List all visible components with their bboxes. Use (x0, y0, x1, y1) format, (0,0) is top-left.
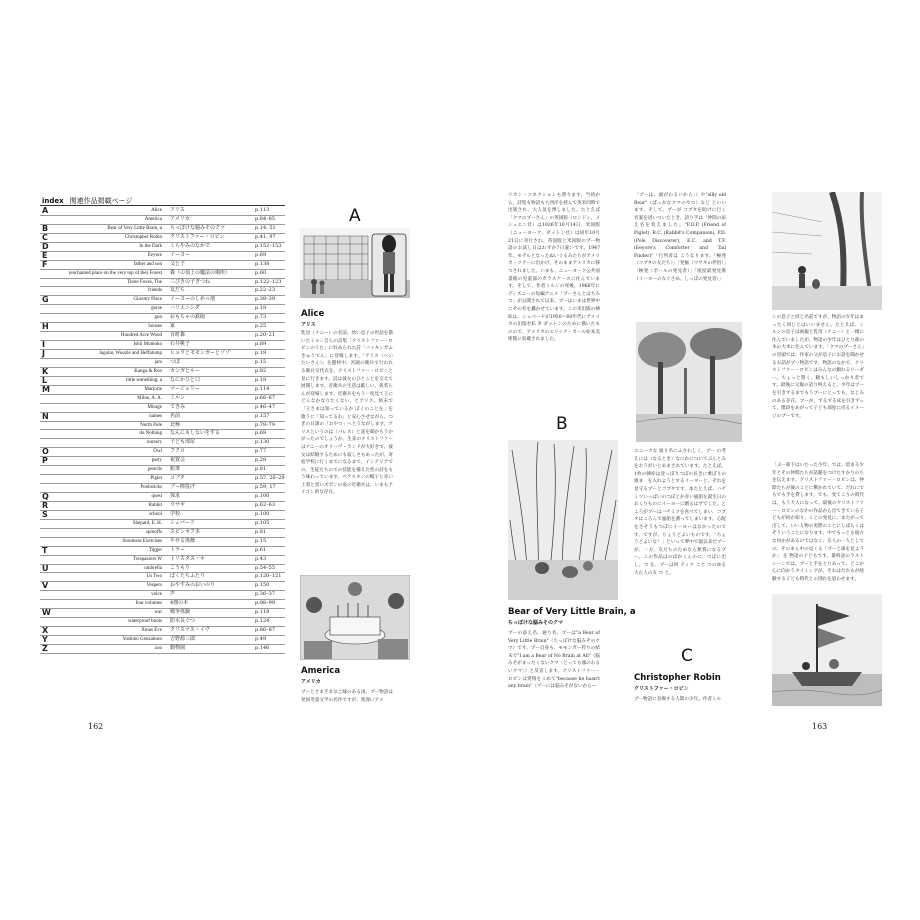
index-term-ja: アメリカ (170, 215, 190, 222)
index-label: index (42, 197, 64, 205)
index-row (40, 627, 285, 636)
index-page-ref: p.69 (255, 251, 267, 258)
index-row (40, 529, 285, 538)
index-term-ja: 吉野源三郎 (170, 636, 196, 642)
index-term-ja: 名前 (170, 412, 181, 419)
index-page-ref: p.22–23 (255, 287, 276, 294)
index-letter: N (42, 411, 49, 421)
index-letter: K (42, 366, 49, 376)
index-row (40, 252, 285, 261)
index-term-en: little something, a (126, 377, 162, 383)
index-term-ja: なにかひと口 (170, 376, 201, 383)
index-row (40, 493, 285, 502)
index-page-ref: p.18 (255, 376, 267, 383)
index-row (40, 279, 285, 288)
entry-subtitle-christopher: クリストファー・ロビン (634, 686, 689, 692)
index-term-ja: フクロ (170, 448, 185, 455)
index-term-ja: つぼ (170, 358, 181, 365)
index-row (40, 511, 285, 520)
index-row (40, 377, 285, 386)
entry-body-america: プーとさまざまなご縁のある国。プー物語は発国児童文学の名作ですが、奥深いアメ (301, 690, 393, 703)
index-letter: D (42, 241, 49, 251)
index-term-ja: アリス (170, 207, 185, 213)
index-term-ja: スピンオフ本 (170, 528, 200, 535)
index-term-en: jars (154, 359, 162, 365)
index-letter: S (42, 509, 48, 519)
index-title: 関連作品掲載ページ (69, 197, 133, 205)
index-term-ja: 森（の頂上の魔法の場所） (170, 269, 231, 276)
index-letter: Y (42, 635, 48, 644)
index-page-ref: p.57, 26–29 (255, 475, 285, 482)
entry-subtitle-alice: アリス (301, 322, 316, 328)
entry-body-christopher: プー物語に登場する人間の少年。作者ミル (634, 697, 722, 702)
entry-body-alice: 乳母（ナニー）の名前。幼い息子の世話を描いたミルン自らの詩集「クリストファー・ロビンのうた」に収められた詩「バッキンガムきゅうでん」に登場します。「アリス（へいたいさん）」を題材中、宮殿の衛兵で行われる衛兵交代式を、クリストファー・ロビンと見に行きます。詩は彼女のひとことを交えて展開します。近衛兵の生活は厳しい。仮装らんが登場します。近衛兵をもう一度見て王にどんなかなりたくない、とアリス。結末で「王さまは知っているか ぼくのことを」を歌うに「知ってるわ」と安心させながら、つぎの日課の「おやつ」へとうながします。アリスというのは（パレス）と話を聞かもうかがったのでしょうか。生来のクリストファーはナニーのオリーヴ・ランドが大好きで、彼女は結婚するためにも寂しさもあったが、寄宿学校に行くまでになるまで、インテリアでの、生徒たちのでの技能を備えた性の詩をもう味わっています。ベアスキンの帽子と赤い上着と黒いズボンの姿の近衛兵は、いまもアイコン的な存在。 (301, 331, 393, 496)
index-page-ref: p.105 (255, 519, 270, 526)
index-letter: A (42, 206, 49, 215)
index-row (40, 386, 285, 395)
index-row (40, 323, 285, 332)
index-page-ref: p.78–79 (255, 421, 276, 428)
index-row (40, 430, 285, 439)
index-term-en: gorse (151, 306, 162, 312)
index-term-en: Poohsticks (140, 485, 162, 491)
index-term-en: Trespassers W (132, 556, 162, 562)
index-page-ref: p.38–39 (255, 296, 276, 303)
index-term-ja: てきみ (170, 403, 186, 410)
index-row (40, 314, 285, 323)
wood-illustration (772, 192, 882, 310)
index-term-ja: 三びきの子ぎつね (170, 278, 211, 285)
index-term-ja: カンガとルー (170, 367, 201, 374)
index-row (40, 270, 285, 279)
index-term-en: nursery (147, 440, 162, 446)
index-row (40, 573, 285, 582)
index-row (40, 556, 285, 565)
index-term-en: quest (151, 494, 162, 499)
index-row (40, 439, 285, 448)
index-term-en: Xmas Eve (141, 628, 162, 634)
index-term-ja: ヒョウとモモンガーとゾゾ (170, 350, 231, 356)
index-page-ref: p.20–21 (255, 332, 276, 339)
index-term-ja: コブタ (170, 475, 185, 482)
index-letter: P (42, 456, 48, 466)
index-term-en: Stoutness Exercises (122, 538, 162, 544)
index-row (40, 636, 285, 645)
index-page-ref: p.66–67 (255, 394, 276, 401)
index-letter: M (42, 384, 50, 394)
index-page-ref: p.118 (255, 609, 270, 616)
index-term-en: America (144, 216, 162, 222)
index-term-en: Tigger (148, 547, 162, 553)
index-page-ref: p.14, 51 (255, 224, 276, 231)
index-letter: B (42, 223, 49, 233)
index-letter: O (42, 447, 49, 457)
index-page-ref: p.69 (255, 430, 267, 437)
index-term-en: four volumes (135, 601, 162, 607)
index-term-en: zoo (154, 645, 162, 651)
index-page-ref: p.152–153 (255, 242, 282, 249)
index-letter: X (42, 626, 49, 636)
entry-body-bear-cont: 「プーは、頭がわるいから」）や"silly old Bear"（ばっかなクマのやつ）など といいます。そして、プーが コブタを助けに行く名案を思いついたとき、語り手は「仲間の添え名を変えました。"F.O.P. (Friend of Piglet), R.C. (Rabbit's Companion), P.D. (Pole Discoverer), E.C. and T.F. (Eeyore's Comforter and Tail Finder)"「行列者は こうなります。「極発（コブタの友だち）」「発掘（ウサギの伴侶）」「極発（ポールの発見者）」「尾屋最発見係（イーヨーのなぐさめ、しっぽの発見者）」 (634, 193, 726, 282)
index-term-en: North Pole (140, 422, 162, 428)
index-letter: V (42, 581, 49, 591)
index-page-ref: p.100 (255, 493, 270, 499)
index-term-ja: 探求 (170, 493, 181, 499)
index-letter: L (42, 375, 48, 385)
index-term-en: Us Two (146, 574, 162, 580)
index-page-ref: p.62–63 (255, 501, 276, 508)
index-term-ja: トリスタス・キ (170, 555, 205, 562)
index-page-ref: p.113 (255, 207, 270, 213)
index-term-en: Christopher Robin (124, 234, 162, 240)
index-term-en: Bear of Very Little Brain, a (107, 225, 162, 231)
index-term-en: waterproof boots (127, 619, 162, 625)
index-row (40, 243, 285, 252)
entry-subtitle-america: アメリカ (301, 679, 321, 685)
index-page-ref: p.28 (255, 457, 267, 464)
entry-body-christopher-more: 「ぶー部下はいたった少年」では、留まる少年とその仲間たちが話題をつけたすかりのちを伝えます。クリストファー・ロビンは、仲間たちが彼のことに驚かれていて、だれにでもでも手を貸します。でも、変てこりの時代は、もう大人になって。最後のクリストファー・ロビンのなかの作品から出てきている子どもが何か知り、ことの発見に、またがって出して、いい人物の実際のことにしばらくはそういうことになります。中でもっとも彼方な何かがあるのではなく、友人の一人としての。そのまん中の見くる「プーと森を見ようか」 を 物語の子どもです。最終話のラストシーンでは、プーと手をとりあって、どこか心に向かうタイミングが。それはだれもが経験する子ども時代との別れを思わせます。 (772, 463, 864, 582)
index-term-en: Gloomy Place (133, 297, 162, 303)
index-row (40, 538, 285, 547)
index-term-ja: イーヨーのしめっ地 (170, 296, 215, 303)
index-row (40, 448, 285, 457)
index-row (40, 207, 285, 216)
index-page-ref: p.54–55 (255, 564, 276, 571)
index-row (40, 466, 285, 475)
index-term-ja: 祝賀会 (170, 457, 186, 464)
boat-illustration (772, 594, 882, 706)
index-term-en: friends (148, 288, 162, 294)
entry-body-christopher-cont: ンの息子と同じ名前ですが、物語の少年はまったく同じとはいいません。たとえば、くルンの息子は両親と乳母（ナニー）と一緒に住んでいましたが、物語の少年はひとり森の木の大木に住んでいます。「クマのプーさん」の冒頭では、作家の父が息子にお話を聞かせるお話がプー物語です。物語のなかで、クリストファー・ロビンはみんなの頼れるリーダー。ちょっと賢く、頼もしいしっかり者です。最後に父親の語り終えると、少年はプーを引きずるまでもうプーにとっても、なじみのある存在。プーが、ずるずる床を引きずって、階段をあがって子ども部屋に戻るイメージのプーです。 (772, 315, 864, 419)
index-term-ja: プー棒投げ (170, 484, 195, 491)
entry-title-america: America (301, 666, 341, 676)
index-term-en: do Nothing (139, 431, 162, 437)
index-letter: T (42, 545, 48, 555)
index-row (40, 520, 285, 529)
index-row (40, 422, 285, 431)
index-row (40, 457, 285, 466)
index-page-ref: p.61 (255, 546, 267, 553)
index-page-ref: p.15 (255, 537, 267, 544)
index-letter: J (42, 349, 45, 358)
index-term-en: spinoffs (145, 529, 162, 535)
index-term-en: Ishii Momoko (133, 342, 162, 348)
index-letter: Z (42, 643, 48, 653)
index-row (40, 591, 285, 600)
index-row (40, 600, 285, 609)
index-page-ref: p.15 (255, 358, 267, 365)
index-term-ja: やせる体操 (170, 537, 196, 544)
section-letter-c: C (681, 646, 693, 666)
index-term-ja: 4冊の本 (170, 600, 189, 607)
index-page-ref: p.130 (255, 439, 270, 446)
index-term-en: pencils (147, 467, 162, 473)
index-row (40, 618, 285, 627)
index-page-ref: p.60 (255, 269, 267, 276)
index-term-en: gun (154, 315, 162, 321)
entry-title-bear: Bear of Very Little Brain, a (508, 607, 636, 617)
index-term-ja: 声 (170, 591, 176, 598)
index-list (40, 207, 285, 654)
index-term-en: Marjorie (144, 386, 162, 392)
index-page-ref: p.100 (255, 510, 270, 517)
index-term-ja: イーヨー (170, 251, 191, 258)
alice-illustration (300, 228, 410, 298)
index-term-ja: 百町森 (170, 332, 186, 339)
page-number-left: 162 (88, 722, 104, 731)
index-page-ref: p.157 (255, 412, 270, 419)
index-page-ref: p.43 (255, 555, 267, 562)
index-row (40, 395, 285, 404)
index-term-en: Yoshino Genzaburo (122, 637, 162, 642)
index-row (40, 359, 285, 368)
index-term-en: Owl (153, 449, 162, 455)
index-page-ref: p.36–37 (255, 591, 276, 598)
index-row (40, 404, 285, 413)
index-term-ja: こうもり (170, 564, 191, 571)
index-term-ja: 石井桃子 (170, 341, 191, 348)
index-row (40, 484, 285, 493)
index-term-ja: 動物園 (170, 644, 186, 651)
bear-illustration (508, 440, 618, 600)
entry-subtitle-bear: ちっぽけな脳みそのクマ (508, 620, 564, 626)
index-term-en: Vespers (146, 583, 162, 589)
entry-title-alice: Alice (301, 309, 325, 319)
index-row (40, 234, 285, 243)
index-term-en: father and son (133, 261, 162, 267)
index-row (40, 582, 285, 591)
index-page-ref: p.46–47 (255, 403, 276, 410)
index-term-en: Piglet (150, 476, 162, 482)
index-row (40, 413, 285, 422)
index-row (40, 296, 285, 305)
index-term-en: houses (148, 324, 162, 330)
index-row (40, 350, 285, 359)
index-row (40, 645, 285, 654)
index-term-ja: シェパード (170, 519, 195, 526)
index-row (40, 341, 285, 350)
index-term-en: Three Foxes, The (126, 279, 162, 285)
index-letter: W (42, 608, 51, 618)
section-letter-a: A (349, 206, 361, 226)
index-term-ja: ハリエニシダ (170, 305, 200, 312)
index-term-ja: 鉛筆 (170, 466, 181, 473)
index-term-ja: マージョリー (170, 385, 200, 392)
index-page-ref: p.59, 17 (255, 484, 276, 491)
index-term-ja: 子ども部屋 (170, 439, 196, 446)
index-term-en: party (151, 458, 162, 464)
index-term-ja: 友だち (170, 287, 186, 294)
index-term-ja: 学校 (170, 510, 181, 517)
index-term-ja: くらやみのなかで (170, 242, 211, 249)
index-term-en: voice (151, 592, 162, 598)
index-term-en: Jagular, Woozle and Heffalump (98, 351, 162, 356)
index-page-ref: p.98–99 (255, 600, 276, 607)
index-page-ref: p.114 (255, 385, 270, 392)
index-letter: U (42, 563, 49, 573)
index-term-en: school (148, 511, 162, 517)
index-term-en: Hundred Acre Wood (120, 333, 162, 339)
index-row (40, 565, 285, 574)
index-term-ja: ぼくたちふたり (170, 573, 206, 580)
index-term-ja: 家 (170, 323, 176, 330)
index-term-en: umbrella (144, 565, 162, 571)
index-letter: H (42, 322, 49, 332)
index-letter: F (42, 259, 48, 269)
index-row (40, 502, 285, 511)
index-term-en: In the Dark (139, 243, 162, 249)
index-term-ja: クリスマス・イヴ (170, 627, 210, 634)
index-row (40, 475, 285, 484)
index-page-ref: p.86–87 (255, 627, 276, 634)
index-letter: C (42, 232, 48, 242)
index-page-ref: p.73 (255, 314, 267, 321)
index-letter: Q (42, 492, 49, 501)
entry-body-america-cont: リカン・コネクションも潜ります。当初から、詩集も物語も大西洋を挟んで英米同時で出版され、大人気を博しました。たとえば「クマのプーさん」の英国版（ロンドン、メシュエン社）は1926年10月14日、米国版（ニューヨーク、ダットン社）は同年10月21日に刊行され、英国版と米国版のプー物語のお試し日はわずか7日違いです。1947年、モデルとなったぬいぐるみたちがアメリカ・ツアーに出かけ、そのままアメリカに移つされました。いまも、ニューヨーク公共図書館の児童部のガラスケースに住んでいます。そして、作者ミルンの死後、1966年にディズニーの短編アニメ「プーさんとはちみつ」が公開されて以来、プーはいまは世界中にその名を轟かせています。この米出版の挿絵は、シェパードが1950〜60年代にアメリカの出版社E. P. ダットンのために描いたものので、アメリカのエリック・カール絵本美術館に収蔵されました。 (508, 193, 600, 343)
index-row (40, 225, 285, 234)
index-row (40, 547, 285, 556)
section-letter-b: B (556, 414, 568, 434)
index-term-ja: ウサギ (170, 501, 186, 508)
index-page-ref: p.25 (255, 323, 267, 330)
index-page-ref: p.19 (255, 350, 267, 356)
index-page-ref: p.81 (255, 528, 267, 535)
index-page-ref: p.138 (255, 260, 270, 267)
index-page-ref: p.77 (255, 448, 267, 455)
index-row (40, 305, 285, 314)
index-page-ref: p.122–123 (255, 278, 282, 285)
index-page-ref: p.146 (255, 644, 270, 651)
index-letter: I (42, 340, 45, 350)
index-row (40, 332, 285, 341)
index-row (40, 216, 285, 225)
entry-body-bear: プーの添え名、通り名。プーは"a Bear of Very Little Brain"（ちっぽけな脳みそのクマ）です。プー自身も、モモンガー狩りの結末で"I am a Bear of No Brain at All"（脳みそがまったくないクマ〈とっても頭のわるいクマ〉）と反省します。クリストファー・ロビンは愛情をこめて"because he hasn't any brain"（プーには脳みそがないから— (508, 631, 600, 690)
index-page-ref: p.41, 97 (255, 233, 276, 240)
index-row (40, 368, 285, 377)
index-term-en: Alice (151, 208, 162, 213)
index-term-ja: 父と子 (170, 260, 186, 267)
index-term-en: Eeyore (147, 252, 162, 258)
index-page-ref: p.150 (255, 582, 270, 589)
index-term-en: (enchanted place on the very top of the) Forest (68, 270, 162, 276)
index-term-ja: ちっぽけな脳みそのクマ (170, 224, 226, 231)
america-illustration (300, 575, 410, 660)
index-term-en: Milne, A. A. (137, 395, 162, 401)
index-term-ja: おやすみのおいのり (170, 582, 216, 589)
entry-body-bear-more: ユニークな 通り名にふさわしく、プー の考えには（なるとき）なにかについてぶんとみをおうがいとあまされています。たとえば、1枚の挿絵は登っぽりつぽの長きに乗ぽりの旗ま を入れようとするイーヨーと、それを見守るプーとコブタです。本たとえば、ハチミツいっぱいのつぼとか赤い風船を誕生日のおくりものにイーヨーに贈るはずでした。ところがプーはハチミツを食べてしまい、コブタはころんで風船を割ってしまいます。心配をさそうもつぼにイーヨーはなかったのです。ですが、ちょうどよいものです。「ちょうどよいな！」といって夢中で誕以来だプーが、一方、友だちのためなら無我になるプー。この作品はのばかくんのに、つぼに出し、つ を、プーは何 ティク こと つのゆる 大正人の友 つ と。 (634, 449, 726, 576)
index-term-en: names (149, 413, 162, 419)
index-row (40, 261, 285, 270)
page-number-right: 163 (812, 722, 828, 731)
index-term-en: Shepard, E. H. (132, 520, 162, 526)
index-term-en: Kanga & Roo (134, 368, 162, 374)
index-page-ref: p.49 (255, 636, 267, 642)
index-term-ja: なんにもしないをする (170, 430, 221, 437)
index-page-ref: p.124 (255, 618, 270, 625)
index-row (40, 287, 285, 296)
index-page-ref: p.82 (255, 367, 267, 374)
index-term-ja: ミルン (170, 394, 185, 401)
index-term-ja: おもちゃの鉄砲 (170, 314, 206, 321)
index-term-en: war (154, 610, 162, 616)
index-letter: R (42, 500, 49, 510)
index-letter: G (42, 295, 49, 305)
index-page-ref: p.81 (255, 466, 267, 473)
index-term-ja: 戦争体験 (170, 609, 191, 616)
index-term-ja: トラー (170, 546, 186, 553)
index-page-ref: p.18 (255, 305, 267, 312)
index-page-ref: p.89 (255, 341, 267, 348)
index-term-ja: クリストファー・ロビン (170, 233, 225, 240)
index-row (40, 609, 285, 618)
index-page-ref: p.120–121 (255, 573, 282, 580)
index-term-ja: 防水長ぐつ (170, 618, 196, 625)
index-term-ja: 北極 (170, 421, 181, 428)
trees-illustration (636, 322, 742, 442)
index-page-ref: p.84–85 (255, 215, 276, 222)
index-letter: E (42, 250, 48, 260)
index-term-en: Rabbit (148, 502, 162, 508)
index-rule (40, 205, 285, 206)
entry-title-christopher: Christopher Robin (634, 673, 721, 683)
index-term-en: Mirage (147, 404, 162, 410)
